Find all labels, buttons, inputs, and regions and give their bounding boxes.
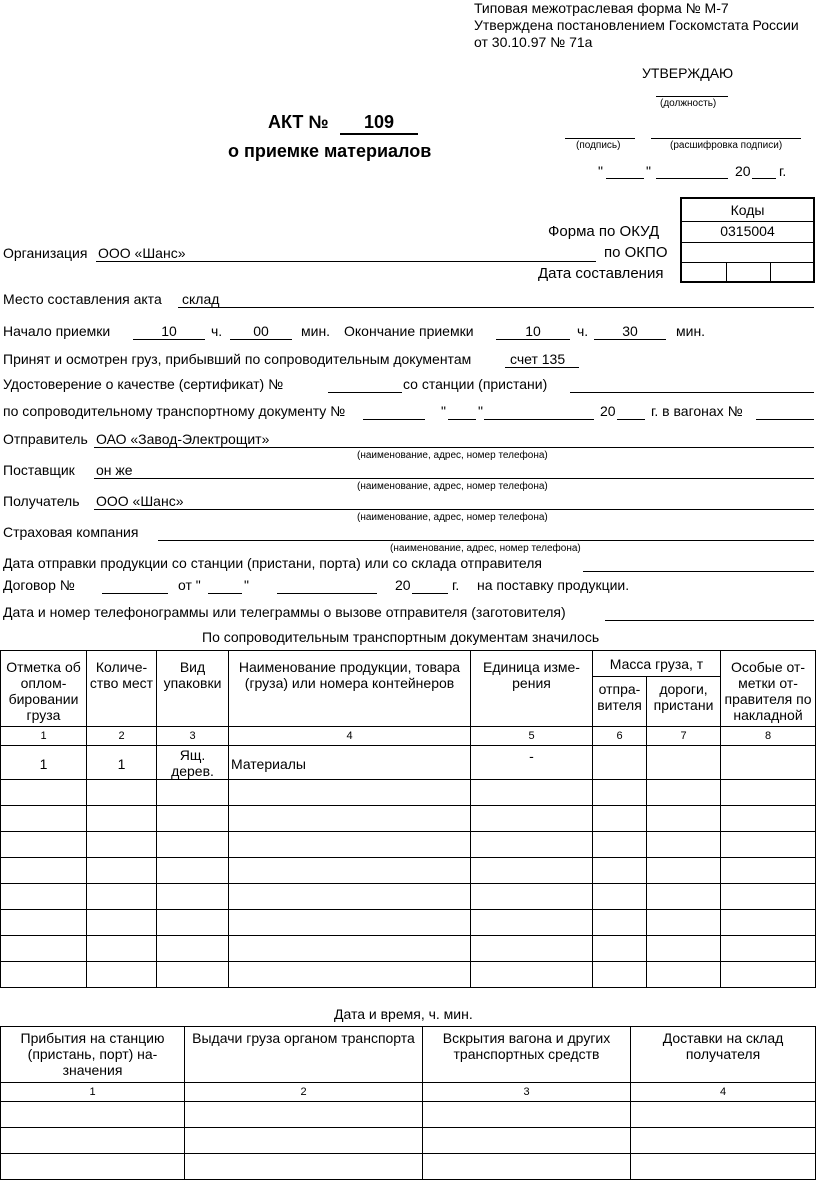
table-row[interactable]: [1, 936, 816, 962]
position-caption: (должность): [660, 98, 717, 109]
datetime-table: [0, 1026, 816, 1180]
receiver-value[interactable]: ООО «Шанс»: [96, 493, 184, 509]
approve-year-suffix: г.: [779, 163, 787, 179]
col-notes-header: Особые от- метки от- правителя по накладной: [721, 651, 816, 727]
table-row[interactable]: [1, 858, 816, 884]
contract-tail: на поставку продукции.: [477, 577, 630, 593]
sender-label: Отправитель: [3, 431, 88, 447]
col-num-7: 7: [647, 727, 721, 746]
col-places-header: Количе- ство мест: [87, 651, 157, 727]
col-num-4: 4: [229, 727, 471, 746]
sender-caption: (наименование, адрес, номер телефона): [357, 450, 548, 461]
table-row[interactable]: [1, 806, 816, 832]
act-number: 109: [363, 112, 395, 132]
form-type: Типовая межотраслевая форма № М-7: [474, 0, 729, 16]
org-label: Организация: [3, 245, 88, 261]
org-line: [96, 261, 596, 262]
start-hour-unit: ч.: [211, 323, 223, 339]
station-line[interactable]: [570, 392, 814, 393]
contract-day-line[interactable]: [208, 593, 242, 594]
dispatch-label: Дата отправки продукции со станции (пристани, порта) или со склада отправителя: [3, 555, 542, 571]
contract-year-line[interactable]: [412, 593, 448, 594]
contract-month-line[interactable]: [277, 593, 377, 594]
supplier-caption: (наименование, адрес, номер телефона): [357, 481, 548, 492]
transport-label: по сопроводительному транспортному документу №: [3, 403, 346, 419]
approve-month-line[interactable]: [656, 178, 728, 179]
transport-month-line[interactable]: [484, 419, 594, 420]
col-mass-road-header: дороги, пристани: [647, 677, 721, 727]
table-row[interactable]: [1, 1128, 816, 1154]
insurance-line[interactable]: [158, 540, 814, 541]
codes-box: [680, 197, 815, 283]
receiver-label: Получатель: [3, 493, 80, 509]
col-unit-header: Единица изме- рения: [471, 651, 593, 727]
end-hour-line: [496, 339, 570, 340]
dispatch-line[interactable]: [583, 571, 814, 572]
t2-num-2: 2: [185, 1083, 423, 1102]
cargo-line: [505, 367, 579, 368]
act-subtitle: о приемке материалов: [228, 141, 432, 161]
t2-num-1: 1: [1, 1083, 185, 1102]
start-hour[interactable]: 10: [161, 323, 177, 339]
table-row[interactable]: [1, 832, 816, 858]
supplier-line: [94, 478, 814, 479]
okud-value: 0315004: [720, 223, 775, 239]
sender-value[interactable]: ОАО «Завод-Электрощит»: [96, 431, 270, 447]
end-min-unit: мин.: [676, 323, 706, 339]
end-hour-unit: ч.: [577, 323, 589, 339]
contract-label: Договор №: [3, 577, 75, 593]
okpo-label: по ОКПО: [604, 244, 668, 261]
contract-year-prefix: 20: [395, 577, 411, 593]
place-label: Место составления акта: [3, 291, 162, 307]
start-min[interactable]: 00: [253, 323, 269, 339]
contract-year-suffix: г.: [452, 577, 460, 593]
cell-unit[interactable]: -: [471, 746, 593, 780]
table-row[interactable]: [1, 884, 816, 910]
supplier-value[interactable]: он же: [96, 462, 133, 478]
start-min-line: [230, 339, 292, 340]
cell-seal[interactable]: 1: [1, 746, 87, 780]
insurance-label: Страховая компания: [3, 524, 139, 540]
approve-title: УТВЕРЖДАЮ: [642, 65, 734, 81]
org-value[interactable]: ООО «Шанс»: [98, 245, 186, 261]
table1-title: По сопроводительным транспортным документам значилось: [202, 629, 600, 645]
telegram-label: Дата и номер телефонограммы или телеграммы о вызове отправителя (заготовителя): [3, 604, 566, 620]
col-num-2: 2: [87, 727, 157, 746]
col-num-8: 8: [721, 727, 816, 746]
start-hour-line: [133, 339, 205, 340]
transport-quote-close: ": [478, 403, 483, 419]
col-mass-header: Масса груза, т: [593, 651, 721, 677]
receiver-caption: (наименование, адрес, номер телефона): [357, 512, 548, 523]
cell-notes[interactable]: [721, 746, 816, 780]
transport-day-line[interactable]: [448, 419, 476, 420]
form-decree-date: от 30.10.97 № 71а: [474, 34, 593, 50]
approve-year-prefix: 20: [735, 163, 751, 179]
quality-label: Удостоверение о качестве (сертификат) №: [3, 376, 284, 392]
cell-product[interactable]: Материалы: [229, 746, 471, 780]
form-header: [474, 0, 799, 51]
table-row[interactable]: [1, 780, 816, 806]
approve-day-line[interactable]: [606, 178, 644, 179]
okud-label: Форма по ОКУД: [548, 223, 660, 240]
col-mass-sender-header: отпра- вителя: [593, 677, 647, 727]
end-min-line: [594, 339, 666, 340]
signature-caption: (подпись): [576, 140, 621, 151]
transport-year-line[interactable]: [617, 419, 645, 420]
quality-number-line[interactable]: [328, 392, 402, 393]
decode-line[interactable]: [651, 138, 801, 139]
approve-quote-open: ": [598, 163, 603, 179]
approve-year-line[interactable]: [752, 178, 776, 179]
t2-num-4: 4: [631, 1083, 816, 1102]
transport-year-prefix: 20: [600, 403, 616, 419]
wagons-line[interactable]: [756, 419, 814, 420]
contract-from-label: от ": [178, 577, 201, 593]
contract-quote-close: ": [244, 577, 249, 593]
cargo-value[interactable]: счет 135: [510, 351, 566, 367]
place-line: [178, 307, 814, 308]
col-num-1: 1: [1, 727, 87, 746]
codes-title: Коды: [730, 202, 765, 218]
col-num-5: 5: [471, 727, 593, 746]
t2-num-3: 3: [423, 1083, 631, 1102]
end-label: Окончание приемки: [344, 323, 474, 339]
col-package-header: Вид упаковки: [157, 651, 229, 727]
col-num-3: 3: [157, 727, 229, 746]
insurance-caption: (наименование, адрес, номер телефона): [390, 543, 581, 554]
date-compiled-label: Дата составления: [538, 265, 664, 282]
station-label: со станции (пристани): [403, 376, 548, 392]
decode-caption: (расшифровка подписи): [670, 140, 783, 151]
transport-quote-open: ": [441, 403, 446, 419]
sender-line: [94, 447, 814, 448]
form-approval: Утверждена постановлением Госкомстата России: [474, 17, 799, 33]
issue-header: Выдачи груза органом транспорта: [185, 1027, 423, 1083]
arrival-header: Прибытия на станцию (пристань, порт) на- значения: [1, 1027, 185, 1083]
start-min-unit: мин.: [301, 323, 331, 339]
act-number-line: [340, 133, 418, 135]
transport-year-suffix: г. в вагонах №: [651, 403, 743, 419]
cell-mass-sender[interactable]: [593, 746, 647, 780]
table2-title: Дата и время, ч. мин.: [334, 1006, 473, 1022]
position-line[interactable]: [656, 96, 728, 97]
approve-quote-close: ": [646, 163, 651, 179]
signature-line[interactable]: [565, 138, 635, 139]
table-row[interactable]: [1, 1102, 816, 1128]
table-row[interactable]: [1, 910, 816, 936]
receiver-line: [94, 509, 814, 510]
col-product-header: Наименование продукции, товара (груза) или номера контейнеров: [229, 651, 471, 727]
shipment-table: [0, 650, 816, 988]
supplier-label: Поставщик: [3, 462, 75, 478]
opening-header: Вскрытия вагона и других транспортных средств: [423, 1027, 631, 1083]
delivery-header: Доставки на склад получателя: [631, 1027, 816, 1083]
col-num-6: 6: [593, 727, 647, 746]
transport-number-line[interactable]: [363, 419, 425, 420]
table-row[interactable]: [1, 962, 816, 988]
place-value[interactable]: склад: [182, 291, 220, 307]
act-label: АКТ №: [268, 112, 329, 132]
end-hour[interactable]: 10: [525, 323, 541, 339]
table-row[interactable]: [1, 1154, 816, 1180]
table-row: [1, 746, 816, 780]
cell-package[interactable]: Ящ. дерев.: [157, 746, 229, 780]
cell-places[interactable]: 1: [87, 746, 157, 780]
end-min[interactable]: 30: [622, 323, 638, 339]
telegram-line[interactable]: [605, 620, 814, 621]
col-seal-header: Отметка об оплом- бировании груза: [1, 651, 87, 727]
start-label: Начало приемки: [3, 323, 111, 339]
cell-mass-road[interactable]: [647, 746, 721, 780]
cargo-label: Принят и осмотрен груз, прибывший по сопроводительным документам: [3, 351, 472, 367]
contract-number-line[interactable]: [102, 593, 168, 594]
